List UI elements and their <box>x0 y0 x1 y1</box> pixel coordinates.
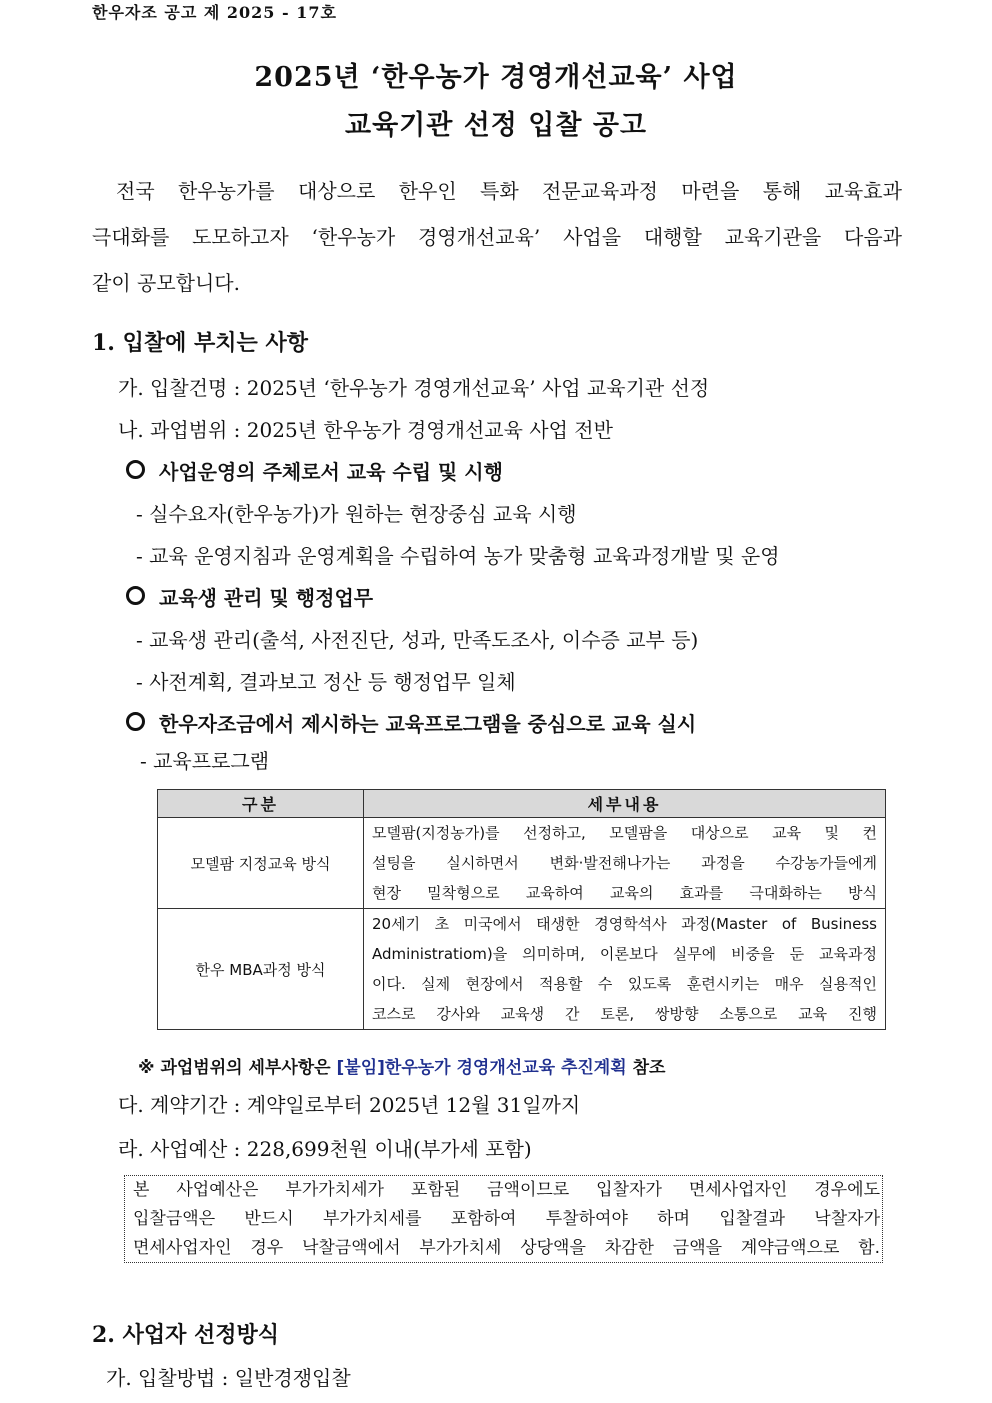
bullet-trainee-admin-sub-2: - 사전계획, 결과보고 정산 등 행정업무 일체 <box>136 670 516 694</box>
detail-line: 코스로 강사와 교육생 간 토론, 쌍방향 소통으로 교육 진행 <box>372 1005 877 1023</box>
table-row <box>158 909 886 1030</box>
circle-bullet-icon <box>126 712 145 731</box>
budget-box-line-2: 입찰금액은 반드시 부가가치세를 포함하여 투찰하여야 하며 입찰결과 낙찰자가 <box>133 1209 880 1229</box>
circle-bullet-icon <box>126 586 145 605</box>
detail-line: 모델팜(지정농가)를 선정하고, 모델팜을 대상으로 교육 및 컨 <box>372 824 877 842</box>
table-header-row <box>158 790 886 818</box>
program-table <box>157 789 886 1030</box>
detail-line: 이다. 실제 현장에서 적용할 수 있도록 훈련시키는 매우 실용적인 <box>372 975 877 993</box>
scope-note <box>138 1053 665 1078</box>
budget-box-line-3: 면세사업자인 경우 낙찰금액에서 부가가치세 상당액을 차감한 금액을 계약금액으로 함. <box>133 1238 880 1258</box>
bullet-operation <box>126 456 503 485</box>
section1-heading: 1. 입찰에 부치는 사항 <box>92 330 308 356</box>
notice-number: 한우자조 공고 제 2025 - 17호 <box>92 3 337 22</box>
table-cell-details <box>364 909 886 1030</box>
detail-line: 20세기 초 미국에서 태생한 경영학석사 과정(Master of Business <box>372 915 877 933</box>
budget-box-line-1: 본 사업예산은 부가가치세가 포함된 금액이므로 입찰자가 면세사업자인 경우에도 <box>133 1180 880 1200</box>
note-prefix: ※ 과업범위의 세부사항은 <box>138 1058 337 1078</box>
bullet-operation-title: 사업운영의 주체로서 교육 수립 및 시행 <box>159 460 503 484</box>
circle-bullet-icon <box>126 460 145 479</box>
item-ra-budget: 라. 사업예산 : 228,699천원 이내(부가세 포함) <box>118 1137 532 1161</box>
table-cell-category: 모델팜 지정교육 방식 <box>158 818 364 909</box>
item-da-contract-period: 다. 계약기간 : 계약일로부터 2025년 12월 31일까지 <box>118 1093 581 1117</box>
detail-line: Administratiom)을 의미하며, 이론보다 실무에 비중을 둔 교육과정 <box>372 945 877 963</box>
intro-line-2: 극대화를 도모하고자 ‘한우농가 경영개선교육’ 사업을 대행할 교육기관을 다음과 <box>92 225 902 249</box>
item-na-scope: 나. 과업범위 : 2025년 한우농가 경영개선교육 사업 전반 <box>118 418 613 442</box>
page-title-line2: 교육기관 선정 입찰 공고 <box>344 110 648 141</box>
note-suffix: 참조 <box>626 1058 666 1078</box>
bullet-operation-sub-1: - 실수요자(한우농가)가 원하는 현장중심 교육 시행 <box>136 502 577 526</box>
attachment-link[interactable]: [붙임]한우농가 경영개선교육 추진계획 <box>336 1058 627 1078</box>
bullet-trainee-admin-sub-1: - 교육생 관리(출석, 사전진단, 성과, 만족도조사, 이수증 교부 등) <box>136 628 699 652</box>
detail-line: 설팅을 실시하면서 변화·발전해나가는 과정을 수강농가들에게 <box>372 854 877 872</box>
bullet-trainee-admin-title: 교육생 관리 및 행정업무 <box>159 586 374 610</box>
bullet-program <box>126 708 696 737</box>
section2-heading: 2. 사업자 선정방식 <box>92 1322 280 1348</box>
table-row <box>158 818 886 909</box>
item-ga-bid-name: 가. 입찰건명 : 2025년 ‘한우농가 경영개선교육’ 사업 교육기관 선정 <box>118 376 710 400</box>
intro-line-3: 같이 공모합니다. <box>92 271 240 295</box>
detail-line: 현장 밀착형으로 교육하여 교육의 효과를 극대화하는 방식 <box>372 884 877 902</box>
table-cell-details <box>364 818 886 909</box>
bullet-operation-sub-2: - 교육 운영지침과 운영계획을 수립하여 농가 맞춤형 교육과정개발 및 운영 <box>136 544 780 568</box>
table-header-category: 구분 <box>158 790 364 818</box>
table-header-details: 세부내용 <box>364 790 886 818</box>
bullet-trainee-admin <box>126 582 373 611</box>
page-title-line1: 2025년 ‘한우농가 경영개선교육’ 사업 <box>254 62 738 93</box>
budget-notice-box <box>124 1175 883 1263</box>
intro-paragraph <box>92 168 902 306</box>
bullet-program-sub-1: - 교육프로그램 <box>140 749 270 773</box>
bullet-program-title: 한우자조금에서 제시하는 교육프로그램을 중심으로 교육 실시 <box>159 712 697 736</box>
table-cell-category: 한우 MBA과정 방식 <box>158 909 364 1030</box>
section2-item-ga-bid-method: 가. 입찰방법 : 일반경쟁입찰 <box>106 1366 351 1390</box>
intro-line-1: 전국 한우농가를 대상으로 한우인 특화 전문교육과정 마련을 통해 교육효과 <box>116 179 902 203</box>
